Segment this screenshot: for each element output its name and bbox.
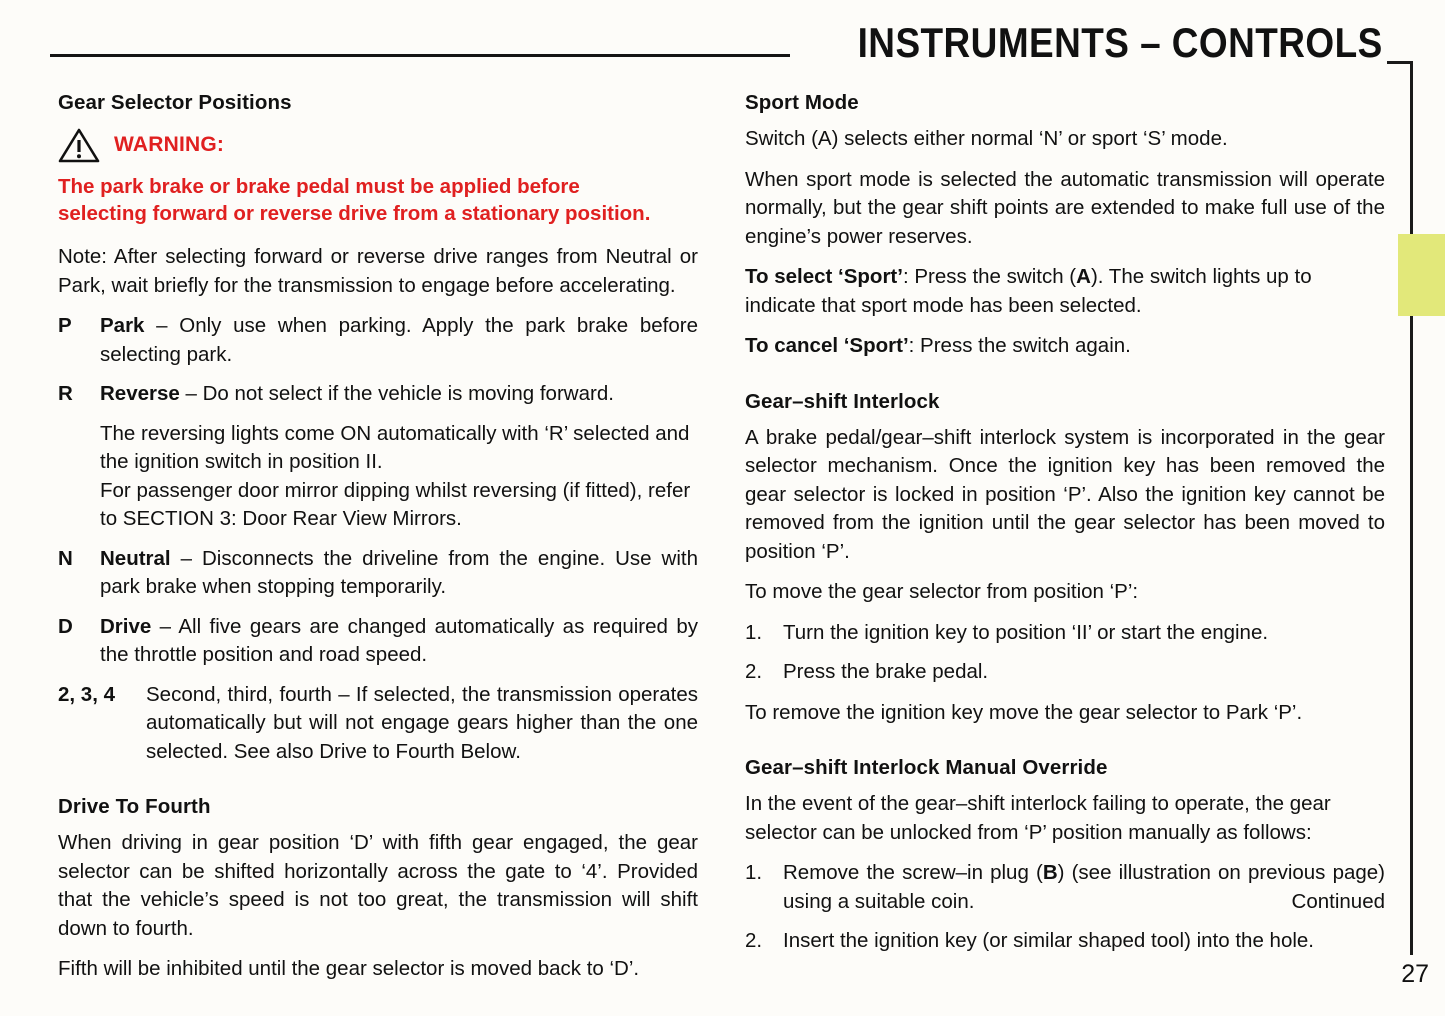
- step-number: 1.: [745, 620, 763, 644]
- gear-text: – Disconnects the driveline from the engine. Use with park brake when stopping temporarily.: [100, 546, 698, 598]
- drive-to-fourth-paragraph-1: When driving in gear position ‘D’ with fifth gear engaged, the gear selector can be shifted horizontally across the gate to ‘4’. Provided that the vehicle’s speed is not too great, the transmission will shift down to fourth.: [58, 831, 698, 940]
- warning-triangle-icon: [58, 127, 100, 163]
- step-text: Turn the ignition key to position ‘II’ or start the engine.: [783, 620, 1269, 644]
- page-title: INSTRUMENTS – CONTROLS: [857, 19, 1383, 66]
- gear-item-reverse: [58, 380, 698, 534]
- drive-to-fourth-paragraph-2: Fifth will be inhibited until the gear selector is moved back to ‘D’.: [58, 957, 640, 980]
- page-number: 27: [1401, 960, 1429, 988]
- warning-text-line2: selecting forward or reverse drive from a stationary position.: [58, 202, 651, 225]
- sport-mode-paragraph-2: When sport mode is selected the automatic transmission will operate normally, but the gear shift points are extended to make full use of the engine’s power reserves.: [745, 167, 1385, 248]
- gear-key: N: [58, 546, 73, 570]
- right-column: [745, 90, 1385, 968]
- section-thumb-tab: [1398, 234, 1445, 316]
- gear-description: [100, 545, 698, 602]
- select-sport-text-a: : Press the switch (: [902, 265, 1077, 288]
- interlock-step: [745, 658, 1385, 687]
- gear-item-drive: [58, 613, 698, 670]
- select-sport-lead: To select ‘Sport’: [745, 265, 903, 288]
- gear-item-234: [58, 681, 698, 767]
- cancel-sport-lead: To cancel ‘Sport’: [745, 334, 909, 357]
- gear-description: [100, 613, 698, 670]
- override-paragraph-1: In the event of the gear–shift interlock failing to operate, the gear selector can be unlocked from ‘P’ position manually as follows:: [745, 792, 1331, 844]
- interlock-steps: [745, 619, 1385, 687]
- step-number: 2.: [745, 660, 763, 683]
- gear-key: P: [58, 314, 72, 337]
- header-rule: [50, 54, 790, 57]
- interlock-paragraph-2: To move the gear selector from position ‘P’:: [745, 580, 1139, 603]
- manual-override-title: Gear–shift Interlock Manual Override: [745, 756, 1108, 779]
- select-sport-text-b: ). The switch lights up to indicate that sport mode has been selected.: [745, 265, 1312, 317]
- drive-to-fourth-title: Drive To Fourth: [58, 795, 211, 818]
- gear-item-park: [58, 312, 698, 369]
- step-number: 1.: [745, 861, 763, 884]
- gear-term: Neutral: [100, 546, 171, 570]
- gear-shift-interlock-title: Gear–shift Interlock: [745, 389, 940, 413]
- gear-term: Drive: [100, 614, 152, 638]
- gear-term: Reverse: [100, 382, 180, 405]
- sport-mode-paragraph-1: Switch (A) selects either normal ‘N’ or sport ‘S’ mode.: [745, 127, 1228, 150]
- gear-text: – All five gears are changed automatically as required by the throttle position and road speed.: [100, 614, 698, 666]
- gear-description: [100, 312, 698, 369]
- override-step: [745, 927, 1385, 956]
- gear-text: – Only use when parking. Apply the park brake before selecting park.: [100, 314, 698, 366]
- warning-text: [58, 173, 698, 227]
- warning-text-line1: The park brake or brake pedal must be applied before: [58, 175, 580, 198]
- gear-key: 2, 3, 4: [58, 682, 115, 706]
- gear-text: – Do not select if the vehicle is moving forward.: [179, 382, 614, 405]
- warning-label: WARNING:: [114, 132, 225, 156]
- note-paragraph: Note: After selecting forward or reverse drive ranges from Neutral or Park, wait briefly for the transmission to engage before accelerating.: [58, 245, 698, 297]
- sport-mode-cancel-instruction: [745, 332, 1385, 361]
- gear-key: D: [58, 614, 73, 638]
- interlock-step: [745, 619, 1385, 648]
- gear-positions-list: [58, 312, 698, 766]
- left-column: [58, 90, 698, 984]
- page-header: [0, 18, 1445, 70]
- edge-marker-rule: [1410, 61, 1413, 955]
- step-text: Press the brake pedal.: [783, 660, 989, 683]
- cancel-sport-text: : Press the switch again.: [908, 334, 1131, 357]
- gear-item-neutral: [58, 545, 698, 602]
- plug-label-b: B: [1042, 861, 1058, 884]
- sport-mode-title: Sport Mode: [745, 91, 859, 114]
- gear-description: Second, third, fourth – If selected, the transmission operates automatically but will not engage gears higher than the one selected. See also Drive to Fourth Below.: [146, 682, 698, 763]
- switch-label-a: A: [1076, 265, 1091, 288]
- step-text-b: ) (see illustration on previous page) using a suitable coin.: [783, 861, 1385, 913]
- gear-subtext: The reversing lights come ON automatically with ‘R’ selected and the ignition switch in position II.: [100, 421, 690, 473]
- continued-label: Continued: [1291, 890, 1385, 913]
- gear-term: Park: [100, 314, 145, 337]
- interlock-paragraph-1: A brake pedal/gear–shift interlock system is incorporated in the gear selector mechanism. Once the ignition key has been removed the gear selector is locked in position ‘P’. Also the ignition key cannot be removed from the ignition until the gear selector has been moved to position ‘P’.: [745, 425, 1385, 563]
- gear-key: R: [58, 382, 73, 405]
- step-text: Insert the ignition key (or similar shaped tool) into the hole.: [783, 929, 1314, 952]
- gear-selector-positions-title: Gear Selector Positions: [58, 91, 292, 114]
- warning-header: [58, 125, 698, 165]
- sport-mode-select-instruction: [745, 263, 1385, 320]
- gear-subtext: For passenger door mirror dipping whilst reversing (if fitted), refer to SECTION 3: Door Rear View Mirrors.: [100, 478, 691, 530]
- gear-description: [100, 380, 698, 534]
- interlock-paragraph-3: To remove the ignition key move the gear selector to Park ‘P’.: [745, 700, 1303, 724]
- step-text-a: Remove the screw–in plug (: [783, 861, 1043, 884]
- step-number: 2.: [745, 929, 763, 952]
